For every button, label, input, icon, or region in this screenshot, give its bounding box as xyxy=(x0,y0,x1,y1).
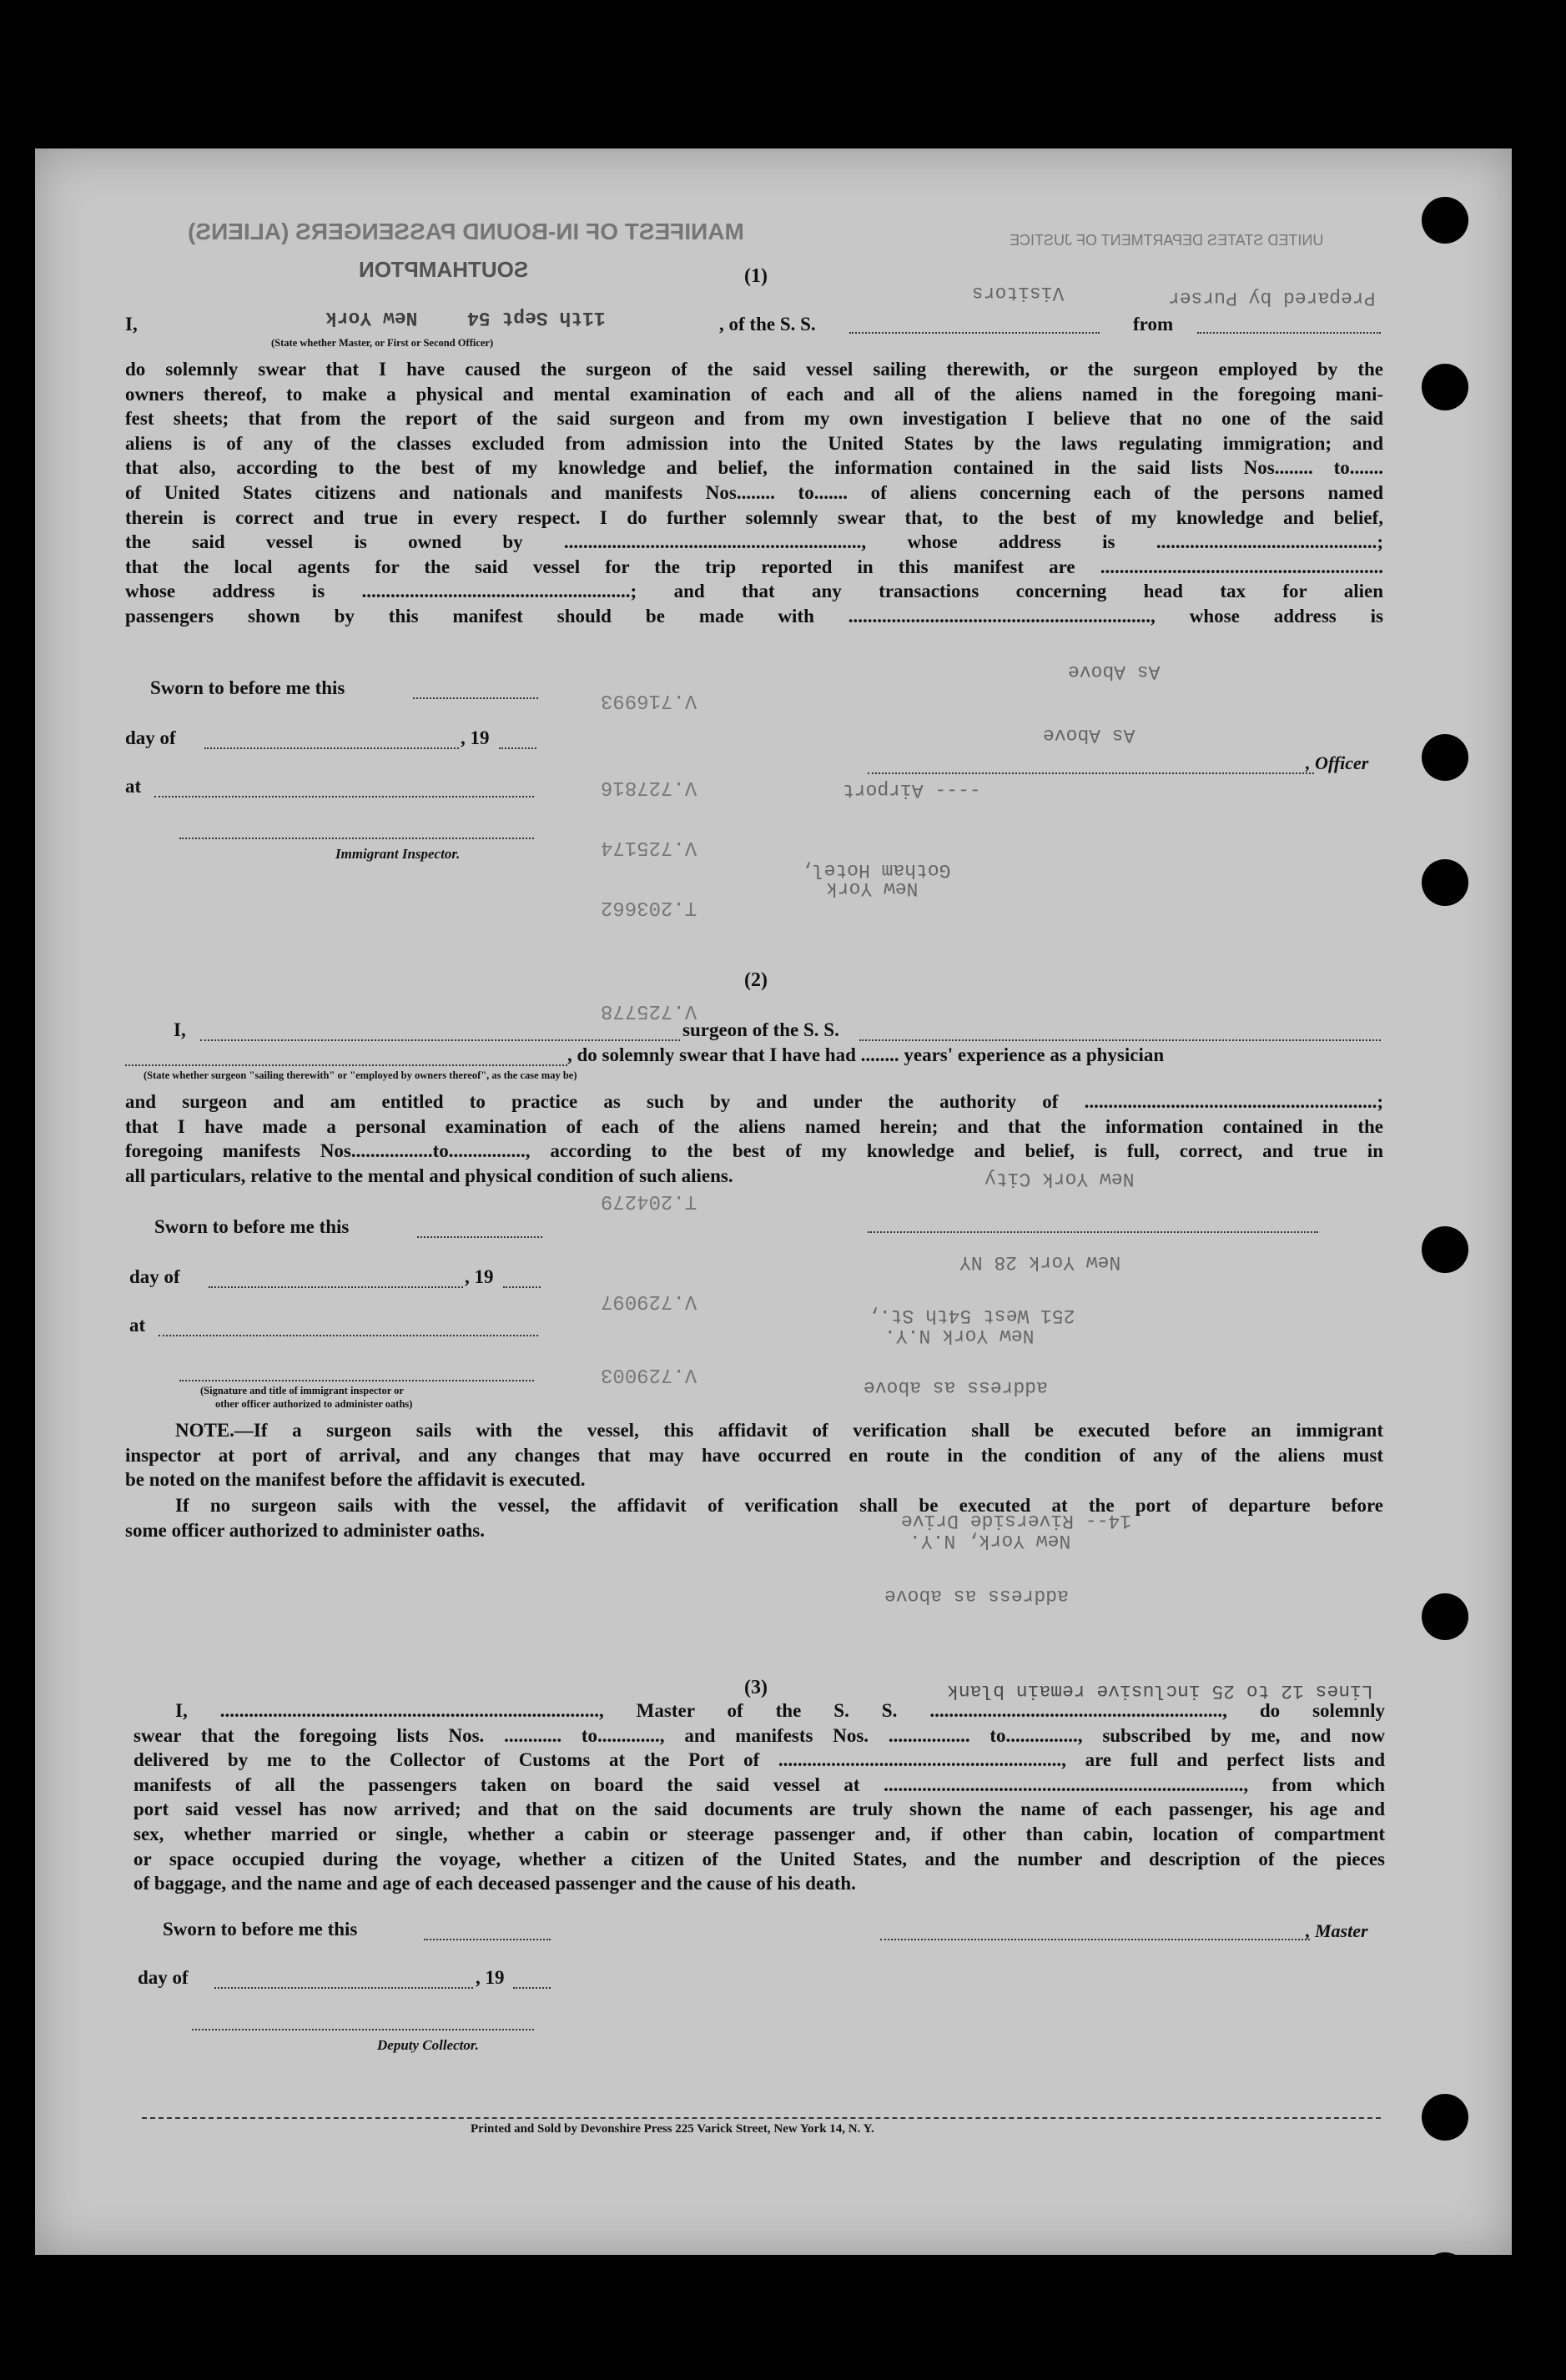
section-1-state-note: (State whether Master, or First or Second Officer) xyxy=(271,337,494,349)
section-3-year: , 19 xyxy=(476,1967,505,1988)
section-2-ss-blank[interactable] xyxy=(859,1039,1381,1041)
oath-line: whose address is ........................................................; and that any transactions concerning head tax for alien xyxy=(125,581,1383,602)
binder-hole-7 xyxy=(1422,2094,1468,2141)
binder-hole-2 xyxy=(1422,364,1468,410)
prepared-by-typed: Prepared by Purser xyxy=(1168,287,1376,309)
binder-hole-1 xyxy=(1422,197,1468,244)
section-2-sig-line[interactable] xyxy=(179,1380,534,1381)
oath-line: of United States citizens and nationals and manifests Nos........ to....... of aliens concerning each of the persons named xyxy=(125,481,1383,503)
section-1-sworn-blank[interactable] xyxy=(413,697,538,699)
section-1-at-blank[interactable] xyxy=(154,796,534,798)
oath-line: and surgeon and am entitled to practice as such by and under the authority of .............................................................; xyxy=(125,1091,1383,1112)
oath-line: that I have made a personal examination of each of the aliens named herein; and that the information contained in the xyxy=(125,1115,1383,1137)
section-2-day-of: day of xyxy=(129,1266,180,1287)
date-rotated-typed: 11th Sept 54 xyxy=(467,307,606,329)
section-2-state-note: (State whether surgeon "sailing therewith" or "employed by owners thereof", as the case may be) xyxy=(144,1069,577,1081)
section-2-name-blank[interactable] xyxy=(200,1039,680,1041)
section-1-i: I, xyxy=(125,314,138,335)
footer-rule xyxy=(142,2117,1381,2119)
binder-hole-6 xyxy=(1422,1593,1468,1640)
oath-line: or space occupied during the voyage, whether a citizen of the United States, and the number and description of the pieces xyxy=(133,1848,1385,1869)
section-3-collector: Deputy Collector. xyxy=(377,2037,479,2053)
bleed-right-col-6: New York 28 NY xyxy=(959,1251,1121,1273)
bleed-right-col-9: address as above xyxy=(864,1376,1048,1398)
bleed-right-col-7: 251 West 54th St., xyxy=(868,1305,1075,1326)
bleed-right-col-10: 14-- Riverside Drive xyxy=(901,1510,1132,1532)
oath-line: do solemnly swear that I have caused the surgeon of the said vessel sailing therewith, or the surgeon employed by the xyxy=(125,359,1383,380)
section-3-collector-line[interactable] xyxy=(192,2029,534,2030)
bleed-middle-col-2: V.725174 xyxy=(601,836,697,858)
note-block-b xyxy=(125,1493,1383,1542)
section-1-year: , 19 xyxy=(461,727,490,748)
printer-imprint: Printed and Sold by Devonshire Press 225 Varick Street, New York 14, N. Y. xyxy=(471,2122,874,2136)
section-2-title: (2) xyxy=(744,969,768,991)
section-3-sworn-blank[interactable] xyxy=(424,1939,551,1940)
city-rotated-typed: New York xyxy=(325,307,418,329)
section-3-master: , Master xyxy=(1306,1920,1368,1941)
section-2-at-blank[interactable] xyxy=(159,1335,538,1336)
note-line: be noted on the manifest before the affidavit is executed. xyxy=(125,1469,586,1491)
binder-hole-8 xyxy=(1422,2252,1468,2299)
note-line: NOTE.—If a surgeon sails with the vessel, this affidavit of verification shall be executed before an immigrant xyxy=(175,1420,1383,1441)
binder-hole-3 xyxy=(1422,734,1468,781)
bleed-middle-col-5: T.204279 xyxy=(601,1190,697,1212)
section-2-sworn: Sworn to before me this xyxy=(154,1216,350,1237)
oath-line: therein is correct and true in every respect. I do further solemnly swear that, to the best of my knowledge and belief, xyxy=(125,506,1383,528)
mirrored-heading-department: UNITED STATES DEPARTMENT OF JUSTICE xyxy=(1010,232,1324,249)
mirrored-heading-manifest: MANIFEST OF IN-BOUND PASSENGERS (ALIENS) xyxy=(188,219,744,244)
section-2-year-blank[interactable] xyxy=(503,1286,541,1288)
section-1-of-ss: , of the S. S. xyxy=(719,314,816,335)
oath-line: sex, whether married or single, whether a cabin or steerage passenger and, if other than cabin, location of compartment xyxy=(133,1823,1385,1844)
bleed-right-col-5: New York City xyxy=(984,1168,1135,1190)
binder-hole-5 xyxy=(1422,1226,1468,1273)
section-1-sworn: Sworn to before me this xyxy=(150,677,345,698)
section-3-oath xyxy=(133,1698,1385,1896)
section-2-at: at xyxy=(129,1315,146,1336)
section-1-officer: , Officer xyxy=(1306,752,1369,773)
bleed-right-col-1: As Above xyxy=(1043,724,1135,746)
section-2-surgeon-of: surgeon of the S. S. xyxy=(682,1019,839,1040)
section-1-title: (1) xyxy=(744,265,768,287)
section-2-sig-note-2: other officer authorized to administer oaths) xyxy=(215,1398,413,1410)
oath-line: delivered by me to the Collector of Customs at the Port of ..........................................................., are full and perfect lists and xyxy=(133,1749,1385,1771)
section-2-sworn-blank[interactable] xyxy=(417,1236,542,1238)
section-3-sworn: Sworn to before me this xyxy=(163,1919,358,1940)
section-2-day-blank[interactable] xyxy=(209,1286,463,1288)
section-1-day-of: day of xyxy=(125,727,176,748)
typed-remain-blank: Lines 12 to 25 inclusive remain blank xyxy=(947,1680,1373,1702)
bleed-right-col-0: As Above xyxy=(1068,661,1161,682)
section-1-year-blank[interactable] xyxy=(499,747,536,749)
section-3-title: (3) xyxy=(744,1677,768,1698)
note-line: some officer authorized to administer oaths. xyxy=(125,1519,485,1541)
bleed-middle-col-3: T.203662 xyxy=(601,896,697,918)
class-typed: Visitors xyxy=(972,282,1065,304)
section-2-type-blank[interactable] xyxy=(125,1064,567,1066)
oath-line: the said vessel is owned by .............................................................., whose address is ..............................................; xyxy=(125,531,1383,553)
oath-line: passengers shown by this manifest should be made with ..............................................................., whose address is xyxy=(125,605,1383,626)
section-2-sig-note-1: (Signature and title of immigrant inspector or xyxy=(200,1385,404,1396)
bleed-middle-col-7: V.729003 xyxy=(601,1363,697,1386)
section-1-day-blank[interactable] xyxy=(204,747,459,749)
section-3-master-line[interactable] xyxy=(880,1939,1310,1940)
oath-line: that also, according to the best of my knowledge and belief, the information contained in the said lists Nos........ to....... xyxy=(125,457,1383,479)
oath-line: of baggage, and the name and age of each deceased passenger and the cause of his death. xyxy=(133,1873,856,1894)
oath-line: fest sheets; that from the report of the said surgeon and from my own investigation I believe that no one of the said xyxy=(125,408,1383,430)
section-1-inspector-line[interactable] xyxy=(179,838,534,839)
bleed-middle-col-6: V.729097 xyxy=(601,1290,697,1312)
section-1-ss-blank[interactable] xyxy=(849,332,1100,334)
section-1-officer-line[interactable] xyxy=(868,772,1314,774)
note-line: inspector at port of arrival, and any changes that may have occurred en route in the condition of any of the aliens must xyxy=(125,1444,1383,1466)
oath-line: port said vessel has now arrived; and that on the said documents are truly shown the name of each passenger, his age and xyxy=(133,1799,1385,1820)
binder-hole-4 xyxy=(1422,859,1468,906)
bleed-right-col-2: ---- Airport xyxy=(843,779,981,801)
section-2-i: I, xyxy=(174,1019,186,1040)
oath-line: that the local agents for the said vessel for the trip reported in this manifest are ........................................................... xyxy=(125,556,1383,577)
oath-line: I, ..............................................................................., Master of the S. S. ............................................................., do solemnly xyxy=(175,1700,1385,1721)
section-1-from-blank[interactable] xyxy=(1197,332,1381,334)
bleed-right-col-8: New York N.Y. xyxy=(884,1325,1035,1346)
oath-line: all particulars, relative to the mental and physical condition of such aliens. xyxy=(125,1165,733,1186)
bleed-right-col-12: address as above xyxy=(884,1585,1069,1607)
section-1-oath xyxy=(125,357,1383,629)
note-block xyxy=(125,1418,1383,1492)
note-line: If no surgeon sails with the vessel, the affidavit of verification shall be executed at the port of departure before xyxy=(175,1495,1383,1516)
bleed-right-col-3: Gotham Hotel, xyxy=(801,859,951,881)
bleed-right-col-11: New York, N.Y. xyxy=(909,1530,1071,1552)
section-3-year-blank[interactable] xyxy=(513,1987,551,1989)
section-2-right-line[interactable] xyxy=(868,1231,1318,1233)
bleed-middle-col-1: V.727816 xyxy=(601,776,697,798)
oath-line: manifests of all the passengers taken on board the said vessel at ..........................................................................., from which xyxy=(133,1774,1385,1795)
mirrored-heading-port: SOUTHAMPTON xyxy=(359,257,529,282)
oath-line: aliens is of any of the classes excluded from admission into the United States by the laws regulating immigration; and xyxy=(125,432,1383,454)
bleed-middle-col-0: V.716993 xyxy=(601,689,697,712)
section-2-years-line: , do solemnly swear that I have had ........ years' experience as a physician xyxy=(567,1044,1165,1065)
section-1-at: at xyxy=(125,776,142,797)
bleed-right-col-4: New York xyxy=(826,878,919,899)
section-1-inspector: Immigrant Inspector. xyxy=(335,846,461,862)
oath-line: owners thereof, to make a physical and mental examination of each and all of the aliens named in the foregoing mani- xyxy=(125,383,1383,405)
section-2-year: , 19 xyxy=(465,1266,494,1287)
oath-line: foregoing manifests Nos.................to................, according to the best of my knowledge and belief, is full, correct, and true in xyxy=(125,1140,1383,1162)
oath-line: swear that the foregoing lists Nos. ............ to............., and manifests Nos. ................. to..............., subscribed by me, and now xyxy=(133,1724,1385,1746)
section-3-day-blank[interactable] xyxy=(214,1987,473,1989)
section-2-oath xyxy=(125,1089,1383,1188)
bleed-middle-col-4: V.725778 xyxy=(601,999,697,1022)
section-3-day-of: day of xyxy=(138,1967,189,1988)
section-1-from: from xyxy=(1133,314,1174,335)
